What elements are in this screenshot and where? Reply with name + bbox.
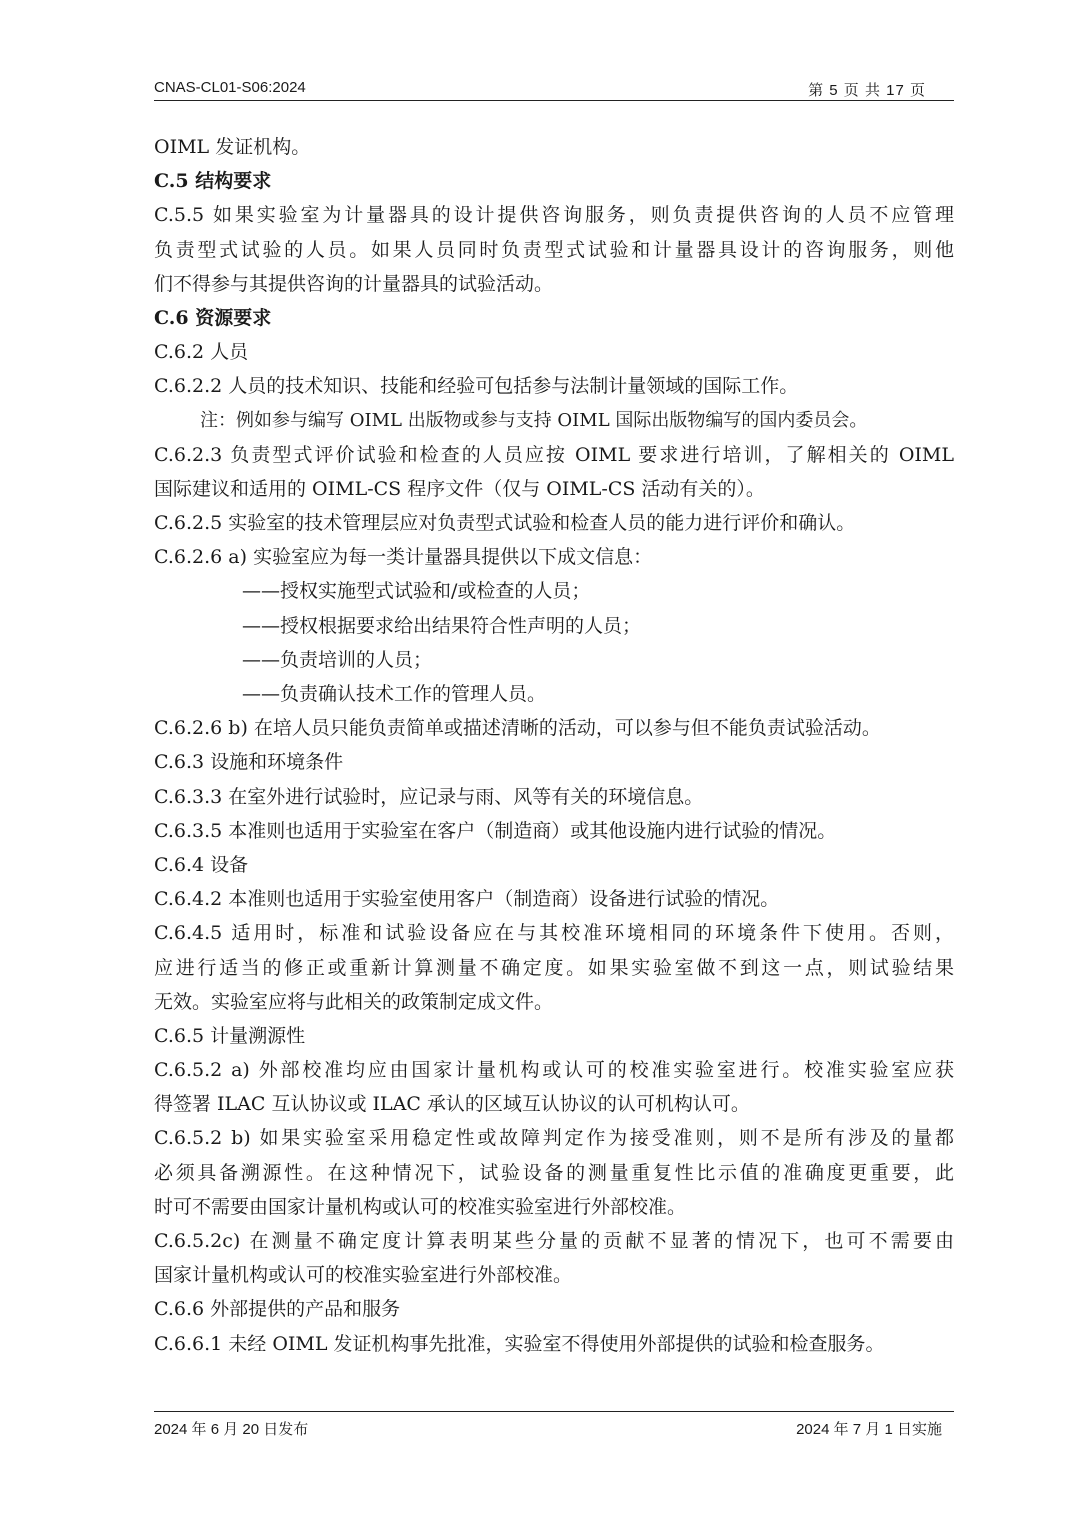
note-line: 注：例如参与编写 OIML 出版物或参与支持 OIML 国际出版物编写的国内委员会。 [200, 409, 868, 431]
body-line: C.6.5.2c) 在测量不确定度计算表明某些分量的贡献不显著的情况下，也可不需要由 [154, 1230, 954, 1252]
document-id: CNAS-CL01-S06:2024 [154, 79, 306, 96]
page-footer [154, 1418, 954, 1442]
body-line: C.6.5 计量溯源性 [154, 1024, 306, 1047]
effective-date: 2024 年 7 月 1 日实施 [796, 1421, 942, 1438]
body-line: 无效。实验室应将与此相关的政策制定成文件。 [154, 990, 554, 1013]
body-line: 负责型式试验的人员。如果人员同时负责型式试验和计量器具设计的咨询服务，则他 [154, 238, 954, 261]
document-body [154, 130, 954, 1361]
list-item: ——负责确认技术工作的管理人员。 [242, 683, 547, 705]
list-item: ——授权根据要求给出结果符合性声明的人员； [242, 614, 642, 637]
header-rule [154, 100, 954, 101]
body-line: OIML 发证机构。 [154, 136, 311, 158]
body-line: C.6.4.2 本准则也适用于实验室使用客户（制造商）设备进行试验的情况。 [154, 888, 780, 911]
body-line: 得签署 ILAC 互认协议或 ILAC 承认的区域互认协议的认可机构认可。 [154, 1093, 750, 1116]
body-line: C.6.6.1 未经 OIML 发证机构事先批准，实验室不得使用外部提供的试验和检查服务。 [154, 1332, 885, 1355]
body-line: 必须具备溯源性。在这种情况下，试验设备的测量重复性比示值的准确度更重要，此 [154, 1161, 954, 1184]
body-line: C.6.4 设备 [154, 853, 249, 876]
body-line: C.6.3.3 在室外进行试验时，应记录与雨、风等有关的环境信息。 [154, 785, 704, 808]
list-item: ——授权实施型式试验和/或检查的人员； [242, 580, 591, 603]
footer-rule [154, 1411, 954, 1412]
section-heading: C.5 结构要求 [154, 170, 272, 193]
body-line: C.6.2.2 人员的技术知识、技能和经验可包括参与法制计量领域的国际工作。 [154, 375, 799, 398]
page-number: 第 5 页 共 17 页 [808, 82, 926, 99]
body-line: C.6.2.6 b) 在培人员只能负责简单或描述清晰的活动，可以参与但不能负责试验活动。 [154, 717, 881, 740]
list-item: ——负责培训的人员； [242, 648, 433, 671]
body-line: 时可不需要由国家计量机构或认可的校准实验室进行外部校准。 [154, 1195, 687, 1218]
body-line: C.5.5 如果实验室为计量器具的设计提供咨询服务，则负责提供咨询的人员不应管理 [154, 204, 954, 227]
body-line: C.6.2.3 负责型式评价试验和检查的人员应按 OIML 要求进行培训，了解相关的 OIML [154, 443, 954, 466]
body-line: 应进行适当的修正或重新计算测量不确定度。如果实验室做不到这一点，则试验结果 [154, 956, 954, 979]
body-line: C.6.2.6 a) 实验室应为每一类计量器具提供以下成文信息： [154, 546, 653, 569]
body-line: C.6.2.5 实验室的技术管理层应对负责型式试验和检查人员的能力进行评价和确认。 [154, 512, 856, 535]
body-line: C.6.5.2 b) 如果实验室采用稳定性或故障判定作为接受准则，则不是所有涉及的量都 [154, 1127, 954, 1150]
body-line: C.6.3.5 本准则也适用于实验室在客户（制造商）或其他设施内进行试验的情况。 [154, 819, 837, 842]
page-header [154, 76, 954, 102]
body-line: C.6.3 设施和环境条件 [154, 751, 344, 774]
body-line: C.6.2 人员 [154, 341, 249, 364]
section-heading: C.6 资源要求 [154, 306, 272, 329]
body-line: 国际建议和适用的 OIML-CS 程序文件（仅与 OIML-CS 活动有关的）。 [154, 477, 765, 500]
body-line: C.6.5.2 a) 外部校准均应由国家计量机构或认可的校准实验室进行。校准实验室应获 [154, 1059, 954, 1082]
body-line: C.6.4.5 适用时，标准和试验设备应在与其校准环境相同的环境条件下使用。否则， [154, 922, 954, 945]
body-line: 国家计量机构或认可的校准实验室进行外部校准。 [154, 1264, 573, 1287]
issue-date: 2024 年 6 月 20 日发布 [154, 1421, 309, 1438]
body-line: C.6.6 外部提供的产品和服务 [154, 1298, 401, 1321]
body-line: 们不得参与其提供咨询的计量器具的试验活动。 [154, 272, 554, 295]
